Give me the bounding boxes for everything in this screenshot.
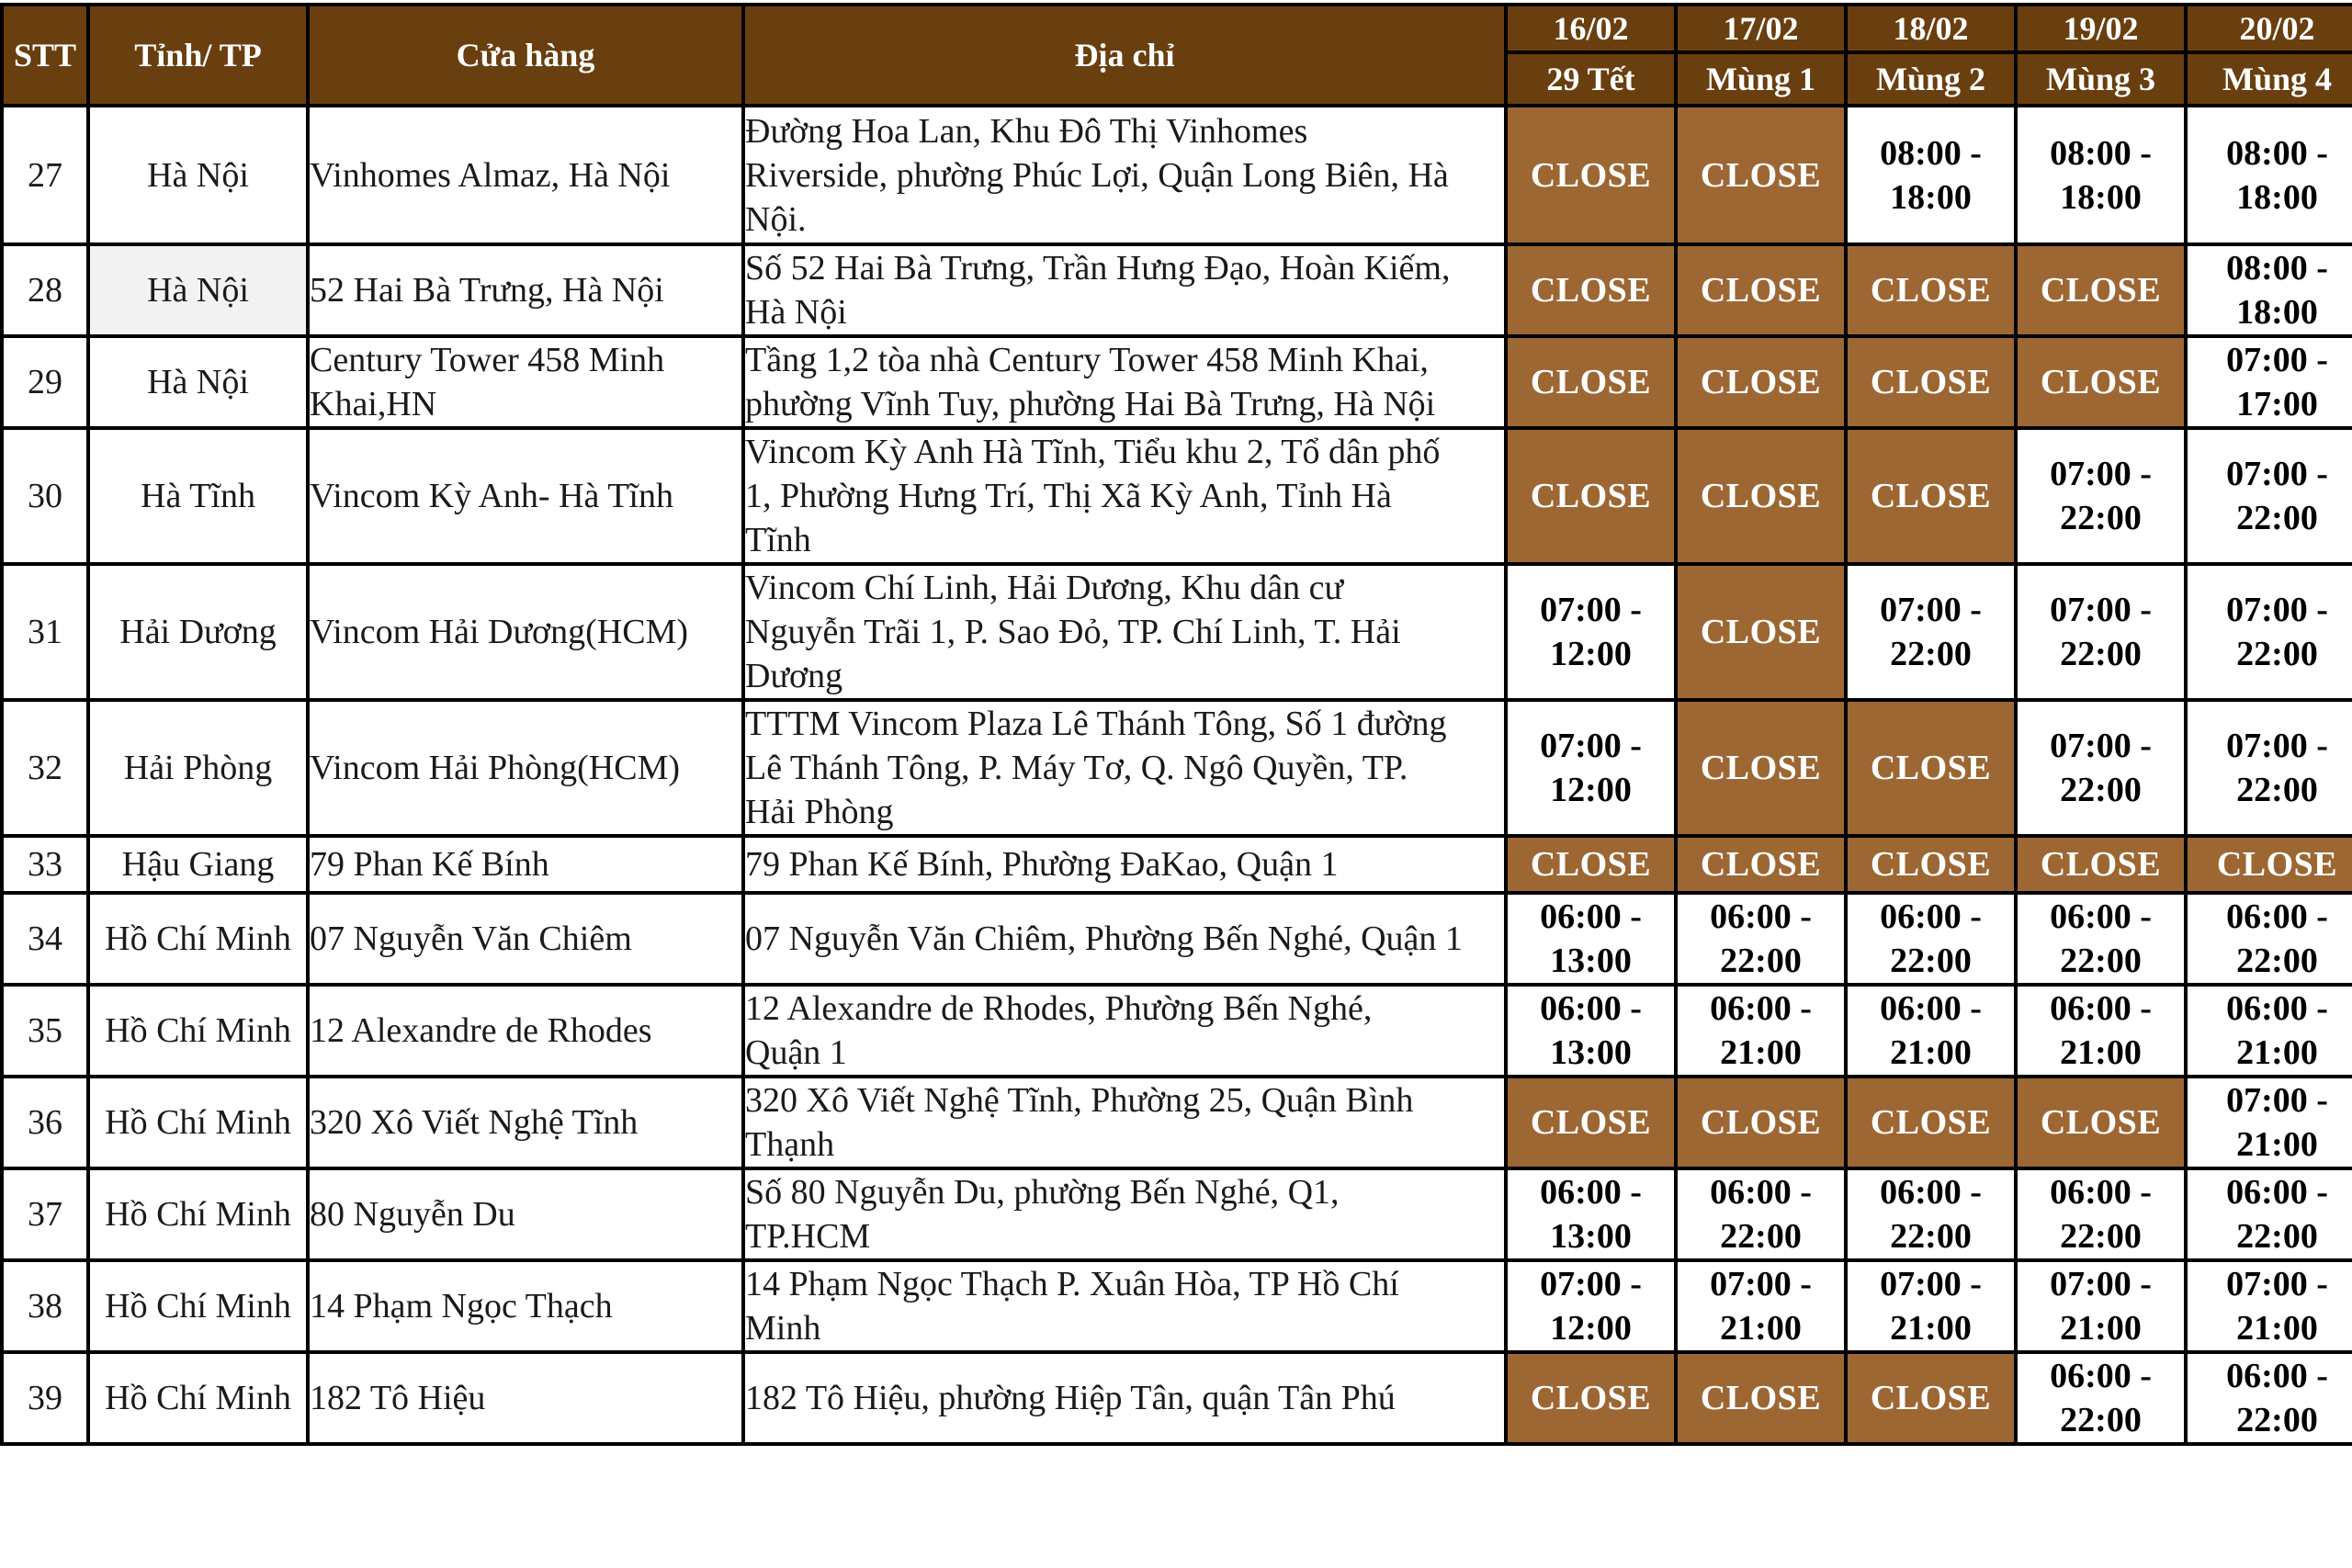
- address-line: TP.HCM: [745, 1217, 871, 1256]
- row-store: 12 Alexandre de Rhodes: [310, 987, 741, 1075]
- row-store: Vincom Hải Dương(HCM): [310, 566, 741, 698]
- closed-cell: CLOSE: [1848, 1354, 2014, 1442]
- row-store: 182 Tô Hiệu: [310, 1354, 741, 1442]
- hours-cell: [2018, 1354, 2184, 1442]
- hours-cell: [1678, 895, 1844, 983]
- row-stt: 32: [4, 702, 86, 834]
- row-province: Hồ Chí Minh: [90, 1170, 306, 1258]
- close-time: 22:00: [1720, 1217, 1802, 1256]
- open-time: 08:00 -: [1880, 133, 1982, 173]
- closed-cell: CLOSE: [1678, 566, 1844, 698]
- row-address: [745, 1078, 1504, 1167]
- hours-cell: [2018, 987, 2184, 1075]
- address-line: TTTM Vincom Plaza Lê Thánh Tông, Số 1 đường: [745, 705, 1447, 743]
- open-time: 06:00 -: [1880, 1173, 1982, 1212]
- row-province: Hà Nội: [90, 246, 306, 334]
- close-time: 13:00: [1550, 942, 1632, 980]
- close-time: 22:00: [2060, 942, 2142, 980]
- open-time: 07:00 -: [1540, 727, 1642, 765]
- closed-cell: CLOSE: [1848, 702, 2014, 834]
- address-line: 12 Alexandre de Rhodes, Phường Bến Nghé,: [745, 989, 1373, 1028]
- close-time: 22:00: [2236, 1217, 2318, 1256]
- row-store: 14 Phạm Ngọc Thạch: [310, 1262, 741, 1350]
- hours-cell: [2188, 1354, 2352, 1442]
- close-time: 22:00: [1890, 635, 1972, 673]
- hours-cell: [1678, 1170, 1844, 1258]
- open-time: 06:00 -: [2050, 1357, 2152, 1395]
- closed-cell: CLOSE: [1848, 430, 2014, 562]
- closed-cell: CLOSE: [1678, 1078, 1844, 1167]
- hours-cell: [2188, 566, 2352, 698]
- table-row: [4, 246, 2352, 334]
- row-stt: 31: [4, 566, 86, 698]
- closed-cell: CLOSE: [1678, 338, 1844, 426]
- row-store: Vincom Kỳ Anh- Hà Tĩnh: [310, 430, 741, 562]
- address-line: Số 52 Hai Bà Trưng, Trần Hưng Đạo, Hoàn Kiếm,: [745, 249, 1451, 288]
- hours-cell: [1508, 1262, 1674, 1350]
- closed-cell: CLOSE: [1508, 838, 1674, 891]
- address-line: phường Vĩnh Tuy, phường Hai Bà Trưng, Hà Nội: [745, 385, 1436, 423]
- header-date: 16/02: [1508, 6, 1674, 51]
- open-time: 06:00 -: [1540, 989, 1642, 1028]
- table-row: [4, 1078, 2352, 1167]
- row-store: Vincom Hải Phòng(HCM): [310, 702, 741, 834]
- row-address: [745, 1170, 1504, 1258]
- open-time: 08:00 -: [2226, 133, 2328, 173]
- header-lunar-day: Mùng 3: [2018, 54, 2184, 104]
- address-line: Số 80 Nguyễn Du, phường Bến Nghé, Q1,: [745, 1173, 1340, 1212]
- row-province: Hồ Chí Minh: [90, 1262, 306, 1350]
- open-time: 06:00 -: [1540, 1173, 1642, 1212]
- header-lunar-day: 29 Tết: [1508, 54, 1674, 104]
- hours-cell: [2018, 1262, 2184, 1350]
- close-time: 22:00: [1890, 1217, 1972, 1256]
- row-address: [745, 338, 1504, 426]
- address-line: Riverside, phường Phúc Lợi, Quận Long Biên, Hà: [745, 155, 1449, 195]
- open-time: 07:00 -: [1710, 1265, 1812, 1303]
- row-province: Hậu Giang: [90, 838, 306, 891]
- open-time: 07:00 -: [2226, 341, 2328, 379]
- hours-cell: [1848, 1170, 2014, 1258]
- hours-cell: [2188, 895, 2352, 983]
- open-time: 07:00 -: [1540, 1265, 1642, 1303]
- row-address: [745, 566, 1504, 698]
- close-time: 21:00: [1720, 1309, 1802, 1348]
- close-time: 12:00: [1550, 1309, 1632, 1348]
- open-time: 06:00 -: [1710, 989, 1812, 1028]
- row-store: 07 Nguyễn Văn Chiêm: [310, 895, 741, 983]
- row-province: Hồ Chí Minh: [90, 987, 306, 1075]
- open-time: 07:00 -: [1880, 591, 1982, 629]
- close-time: 22:00: [2236, 1401, 2318, 1439]
- closed-cell: CLOSE: [1678, 838, 1844, 891]
- close-time: 12:00: [1550, 635, 1632, 673]
- close-time: 18:00: [2236, 177, 2318, 217]
- row-province: Hà Tĩnh: [90, 430, 306, 562]
- close-time: 21:00: [2236, 1033, 2318, 1072]
- close-time: 21:00: [2060, 1309, 2142, 1348]
- closed-cell: CLOSE: [2018, 246, 2184, 334]
- close-time: 21:00: [2236, 1309, 2318, 1348]
- close-time: 21:00: [2236, 1125, 2318, 1164]
- close-time: 22:00: [2060, 1401, 2142, 1439]
- hours-cell: [2188, 1078, 2352, 1167]
- table-row: [4, 895, 2352, 983]
- address-line: Nội.: [745, 199, 807, 239]
- close-time: 22:00: [2236, 942, 2318, 980]
- address-line: 79 Phan Kế Bính, Phường ĐaKao, Quận 1: [745, 845, 1339, 884]
- table-row: [4, 1262, 2352, 1350]
- open-time: 06:00 -: [2226, 1173, 2328, 1212]
- closed-cell: CLOSE: [2018, 338, 2184, 426]
- closed-cell: CLOSE: [2018, 1078, 2184, 1167]
- closed-cell: CLOSE: [1678, 1354, 1844, 1442]
- address-line: Quận 1: [745, 1033, 847, 1072]
- row-stt: 30: [4, 430, 86, 562]
- hours-cell: [2018, 1170, 2184, 1258]
- hours-cell: [1508, 895, 1674, 983]
- open-time: 07:00 -: [2050, 1265, 2152, 1303]
- row-province: Hà Nội: [90, 107, 306, 243]
- hours-cell: [1848, 987, 2014, 1075]
- row-province: Hồ Chí Minh: [90, 1078, 306, 1167]
- header-date: 19/02: [2018, 6, 2184, 51]
- open-time: 07:00 -: [2050, 455, 2152, 493]
- row-stt: 27: [4, 107, 86, 243]
- closed-cell: CLOSE: [2188, 838, 2352, 891]
- hours-cell: [1508, 702, 1674, 834]
- close-time: 22:00: [1720, 942, 1802, 980]
- address-line: Vincom Kỳ Anh Hà Tĩnh, Tiểu khu 2, Tổ dân phố: [745, 433, 1441, 471]
- close-time: 22:00: [2060, 635, 2142, 673]
- row-address: [745, 1354, 1504, 1442]
- close-time: 22:00: [2236, 499, 2318, 537]
- closed-cell: CLOSE: [1508, 1354, 1674, 1442]
- hours-cell: [2188, 1262, 2352, 1350]
- close-time: 18:00: [1890, 177, 1972, 217]
- row-store: 52 Hai Bà Trưng, Hà Nội: [310, 246, 741, 334]
- address-line: 1, Phường Hưng Trí, Thị Xã Kỳ Anh, Tỉnh Hà: [745, 477, 1392, 515]
- table-body: [4, 107, 2352, 1442]
- row-address: [745, 246, 1504, 334]
- open-time: 08:00 -: [2050, 133, 2152, 173]
- open-time: 06:00 -: [2226, 989, 2328, 1028]
- closed-cell: CLOSE: [1848, 838, 2014, 891]
- row-province: Hồ Chí Minh: [90, 1354, 306, 1442]
- open-time: 07:00 -: [2226, 727, 2328, 765]
- closed-cell: CLOSE: [1508, 1078, 1674, 1167]
- hours-cell: [1848, 1262, 2014, 1350]
- close-time: 21:00: [1890, 1309, 1972, 1348]
- open-time: 06:00 -: [1880, 897, 1982, 936]
- row-stt: 33: [4, 838, 86, 891]
- address-line: Vincom Chí Linh, Hải Dương, Khu dân cư: [745, 569, 1344, 607]
- closed-cell: CLOSE: [1508, 107, 1674, 243]
- row-stt: 34: [4, 895, 86, 983]
- closed-cell: CLOSE: [1848, 338, 2014, 426]
- close-time: 21:00: [2060, 1033, 2142, 1072]
- header-address: Địa chỉ: [745, 6, 1504, 104]
- row-store: 320 Xô Viết Nghệ Tĩnh: [310, 1078, 741, 1167]
- address-line: 07 Nguyễn Văn Chiêm, Phường Bến Nghé, Quận 1: [745, 919, 1463, 958]
- row-address: [745, 702, 1504, 834]
- closed-cell: CLOSE: [1508, 338, 1674, 426]
- row-store: Vinhomes Almaz, Hà Nội: [310, 107, 741, 243]
- open-time: 06:00 -: [2226, 1357, 2328, 1395]
- address-line: Thạnh: [745, 1125, 835, 1164]
- table-row: [4, 107, 2352, 243]
- table-row: [4, 838, 2352, 891]
- open-time: 07:00 -: [1540, 591, 1642, 629]
- address-line: Nguyễn Trãi 1, P. Sao Đỏ, TP. Chí Linh, T. Hải: [745, 613, 1401, 651]
- close-time: 22:00: [2060, 499, 2142, 537]
- open-time: 08:00 -: [2226, 249, 2328, 288]
- open-time: 06:00 -: [1880, 989, 1982, 1028]
- header-lunar-day: Mùng 1: [1678, 54, 1844, 104]
- closed-cell: CLOSE: [1678, 107, 1844, 243]
- table-row: [4, 987, 2352, 1075]
- open-time: 07:00 -: [2050, 591, 2152, 629]
- hours-cell: [2188, 1170, 2352, 1258]
- row-stt: 28: [4, 246, 86, 334]
- row-stt: 37: [4, 1170, 86, 1258]
- table-header: [4, 6, 2352, 104]
- hours-cell: [2018, 566, 2184, 698]
- close-time: 21:00: [1890, 1033, 1972, 1072]
- row-stt: 39: [4, 1354, 86, 1442]
- address-line: 14 Phạm Ngọc Thạch P. Xuân Hòa, TP Hồ Chí: [745, 1265, 1399, 1303]
- close-time: 22:00: [2236, 771, 2318, 809]
- row-store: 79 Phan Kế Bính: [310, 838, 741, 891]
- close-time: 13:00: [1550, 1033, 1632, 1072]
- hours-cell: [2018, 107, 2184, 243]
- open-time: 07:00 -: [1880, 1265, 1982, 1303]
- row-address: [745, 430, 1504, 562]
- hours-cell: [1678, 1262, 1844, 1350]
- hours-cell: [2188, 246, 2352, 334]
- closed-cell: CLOSE: [1508, 430, 1674, 562]
- address-line: 182 Tô Hiệu, phường Hiệp Tân, quận Tân Phú: [745, 1379, 1396, 1417]
- row-store: 80 Nguyễn Du: [310, 1170, 741, 1258]
- row-address: [745, 838, 1504, 891]
- closed-cell: CLOSE: [1678, 430, 1844, 562]
- hours-cell: [1848, 107, 2014, 243]
- header-stt: STT: [4, 6, 86, 104]
- close-time: 22:00: [2060, 771, 2142, 809]
- close-time: 12:00: [1550, 771, 1632, 809]
- row-province: Hồ Chí Minh: [90, 895, 306, 983]
- open-time: 07:00 -: [2050, 727, 2152, 765]
- address-line: Hải Phòng: [745, 793, 894, 831]
- row-stt: 29: [4, 338, 86, 426]
- row-province: Hải Dương: [90, 566, 306, 698]
- table-row: [4, 1354, 2352, 1442]
- hours-cell: [2188, 430, 2352, 562]
- closed-cell: CLOSE: [1848, 1078, 2014, 1167]
- hours-cell: [1848, 566, 2014, 698]
- row-address: [745, 1262, 1504, 1350]
- closed-cell: CLOSE: [2018, 838, 2184, 891]
- table-row: [4, 566, 2352, 698]
- close-time: 21:00: [1720, 1033, 1802, 1072]
- header-lunar-day: Mùng 4: [2188, 54, 2352, 104]
- open-time: 06:00 -: [2050, 989, 2152, 1028]
- closed-cell: CLOSE: [1508, 246, 1674, 334]
- address-line: 320 Xô Viết Nghệ Tĩnh, Phường 25, Quận Bình: [745, 1081, 1414, 1120]
- row-province: Hà Nội: [90, 338, 306, 426]
- closed-cell: CLOSE: [1848, 246, 2014, 334]
- close-time: 22:00: [2236, 635, 2318, 673]
- header-date: 17/02: [1678, 6, 1844, 51]
- address-line: Tầng 1,2 tòa nhà Century Tower 458 Minh Khai,: [745, 341, 1429, 379]
- header-province: Tỉnh/ TP: [90, 6, 306, 104]
- row-stt: 35: [4, 987, 86, 1075]
- header-lunar-day: Mùng 2: [1848, 54, 2014, 104]
- open-time: 07:00 -: [2226, 1081, 2328, 1120]
- table-row: [4, 430, 2352, 562]
- hours-cell: [2018, 895, 2184, 983]
- open-time: 07:00 -: [2226, 455, 2328, 493]
- open-time: 06:00 -: [2226, 897, 2328, 936]
- address-line: Lê Thánh Tông, P. Máy Tơ, Q. Ngô Quyền, TP.: [745, 749, 1408, 787]
- hours-cell: [2018, 430, 2184, 562]
- table-row: [4, 338, 2352, 426]
- open-time: 06:00 -: [1540, 897, 1642, 936]
- address-line: Dương: [745, 657, 843, 695]
- open-time: 06:00 -: [1710, 897, 1812, 936]
- table-row: [4, 1170, 2352, 1258]
- close-time: 18:00: [2060, 177, 2142, 217]
- address-line: Hà Nội: [745, 293, 847, 332]
- hours-cell: [2188, 702, 2352, 834]
- hours-cell: [1678, 987, 1844, 1075]
- open-time: 06:00 -: [2050, 897, 2152, 936]
- address-line: Tĩnh: [745, 521, 811, 559]
- closed-cell: CLOSE: [1678, 246, 1844, 334]
- hours-cell: [2188, 338, 2352, 426]
- open-time: 06:00 -: [2050, 1173, 2152, 1212]
- open-time: 06:00 -: [1710, 1173, 1812, 1212]
- table-row: [4, 702, 2352, 834]
- hours-cell: [1508, 566, 1674, 698]
- row-address: [745, 987, 1504, 1075]
- row-stt: 38: [4, 1262, 86, 1350]
- close-time: 17:00: [2236, 385, 2318, 423]
- hours-cell: [2188, 107, 2352, 243]
- header-date: 18/02: [1848, 6, 2014, 51]
- header-date: 20/02: [2188, 6, 2352, 51]
- hours-cell: [2188, 987, 2352, 1075]
- open-time: 07:00 -: [2226, 1265, 2328, 1303]
- close-time: 18:00: [2236, 293, 2318, 332]
- address-line: Minh: [745, 1309, 821, 1348]
- row-address: [745, 895, 1504, 983]
- hours-cell: [1508, 987, 1674, 1075]
- hours-cell: [1508, 1170, 1674, 1258]
- hours-cell: [1848, 895, 2014, 983]
- close-time: 22:00: [1890, 942, 1972, 980]
- row-store: Century Tower 458 Minh Khai,HN: [310, 338, 741, 426]
- row-province: Hải Phòng: [90, 702, 306, 834]
- row-stt: 36: [4, 1078, 86, 1167]
- row-address: [745, 107, 1504, 243]
- closed-cell: CLOSE: [1678, 702, 1844, 834]
- open-time: 07:00 -: [2226, 591, 2328, 629]
- hours-cell: [2018, 702, 2184, 834]
- address-line: Đường Hoa Lan, Khu Đô Thị Vinhomes: [745, 111, 1308, 151]
- header-store: Cửa hàng: [310, 6, 741, 104]
- close-time: 22:00: [2060, 1217, 2142, 1256]
- close-time: 13:00: [1550, 1217, 1632, 1256]
- store-hours-table: [0, 3, 2352, 1446]
